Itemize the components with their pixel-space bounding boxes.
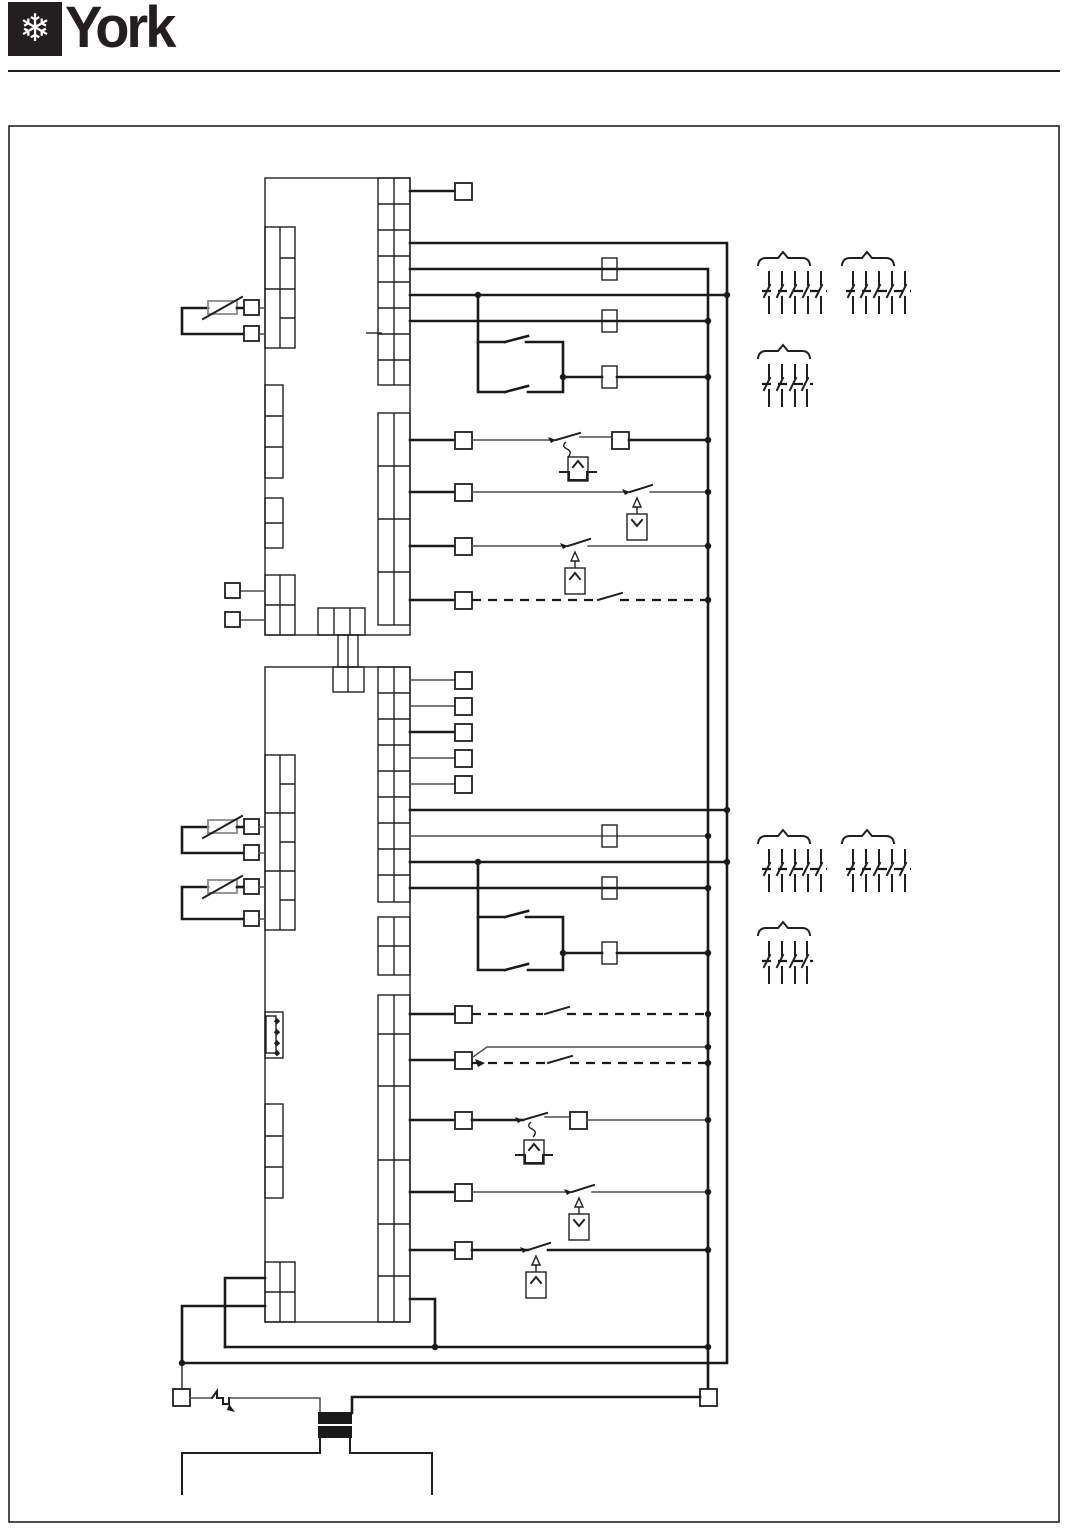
terminal-square	[700, 1389, 717, 1406]
pin-icon	[274, 1029, 280, 1035]
diagram-frame	[9, 126, 1059, 1522]
terminal-square	[455, 538, 472, 555]
terminal-square	[455, 724, 472, 741]
terminal-strip	[265, 755, 295, 930]
actuator-triangle-icon	[571, 552, 579, 561]
actuator-triangle-icon	[575, 1198, 583, 1207]
terminal-square	[455, 1242, 472, 1259]
terminal-strip	[265, 1262, 295, 1322]
contactor-coil-group	[842, 830, 911, 891]
overload-relay-circuit	[410, 432, 711, 481]
inline-link-component	[602, 366, 617, 388]
thermistor-sensor	[182, 297, 265, 341]
terminal-square	[455, 1052, 472, 1069]
contactor-coil-group	[758, 345, 813, 406]
pin-icon	[274, 1050, 280, 1056]
terminal-strip	[378, 178, 410, 385]
terminal-square	[455, 484, 472, 501]
low-pressure-switch-icon	[627, 514, 647, 540]
high-pressure-switch-icon	[565, 568, 585, 594]
terminal-square	[455, 776, 472, 793]
contactor-coil-group	[758, 922, 813, 983]
actuator-triangle-icon	[633, 498, 641, 507]
control-board-2	[265, 667, 410, 1322]
high-pressure-switch-icon	[526, 1272, 546, 1298]
contactor-coil-group	[758, 830, 827, 891]
remote-contact-circuit	[410, 592, 711, 609]
thermistor-sensor	[182, 876, 265, 926]
terminal-strip	[378, 413, 410, 625]
terminal-square	[570, 1112, 587, 1129]
terminal-strip	[265, 227, 295, 348]
remote-contact-circuit	[410, 1044, 711, 1069]
terminal-square	[455, 432, 472, 449]
four-pin-connector	[265, 1012, 283, 1058]
remote-contact-circuit	[410, 1006, 711, 1023]
terminal-square	[244, 845, 259, 860]
overload-relay-icon	[560, 457, 596, 481]
board-2-wiring	[182, 672, 730, 1363]
terminal-strip	[265, 1104, 283, 1198]
contactor-coil-group	[842, 252, 911, 313]
overload-relay-icon	[516, 1140, 552, 1164]
snowflake-icon: ❄	[8, 2, 62, 56]
terminal-strip	[225, 575, 295, 635]
terminal-square	[455, 750, 472, 767]
terminal-square	[455, 672, 472, 689]
terminal-square	[244, 326, 259, 341]
thermistor-sensor	[182, 816, 265, 860]
terminal-square	[455, 1112, 472, 1129]
contactor-coil-group	[758, 252, 827, 313]
terminal-strip	[378, 917, 410, 975]
terminal-square	[455, 1184, 472, 1201]
terminal-square	[244, 819, 259, 834]
fuse-icon	[190, 1391, 235, 1412]
terminal-square	[455, 592, 472, 609]
low-pressure-switch-icon	[569, 1214, 589, 1240]
board-1-wiring	[410, 183, 730, 609]
terminal-strip	[265, 385, 283, 548]
contact-arrow-icon	[475, 1059, 485, 1067]
terminal-square	[612, 432, 629, 449]
transformer	[182, 1397, 700, 1494]
actuator-triangle-icon	[532, 1256, 540, 1265]
low-pressure-switch-circuit	[410, 484, 711, 540]
terminal-square	[173, 1389, 190, 1406]
overload-relay-circuit	[410, 1112, 711, 1164]
interlock-loop	[478, 911, 711, 970]
interlock-loop	[478, 336, 711, 392]
terminal-square	[244, 911, 259, 926]
board-link-connector	[318, 608, 365, 692]
inline-link-component	[602, 942, 617, 964]
high-pressure-switch-circuit	[410, 538, 711, 594]
terminal-square	[455, 1006, 472, 1023]
terminal-square	[244, 879, 259, 894]
terminal-strip	[378, 995, 410, 1322]
pin-icon	[274, 1018, 280, 1024]
pin-icon	[274, 1040, 280, 1046]
high-pressure-switch-circuit	[410, 1242, 711, 1298]
low-pressure-switch-circuit	[410, 1184, 711, 1240]
control-board-1	[225, 178, 410, 692]
terminal-square	[455, 698, 472, 715]
terminal-square	[455, 183, 472, 200]
terminal-square	[225, 583, 240, 598]
terminal-square	[225, 612, 240, 627]
power-section	[173, 1344, 717, 1494]
logo-wordmark: York	[65, 0, 174, 60]
terminal-square	[244, 300, 259, 315]
terminal-strip	[378, 667, 410, 902]
